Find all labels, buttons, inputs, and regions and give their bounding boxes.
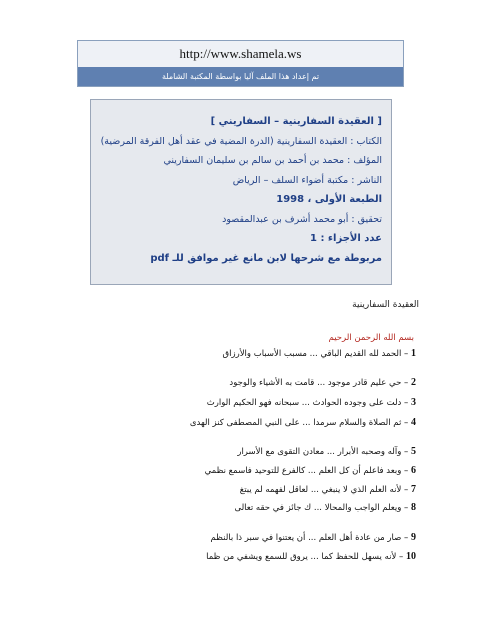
verse-line xyxy=(223,348,416,359)
verse-text: – وبعد فاعلم أن كل العلم ... كالفرع للتوحيد فاسمع نظمي xyxy=(204,466,409,476)
verse-line xyxy=(240,484,416,495)
verse-number: 2 xyxy=(411,377,416,388)
verse-text: – حي عليم قادر موجود ... قامت به الأشياء والوجود xyxy=(229,378,409,388)
verse-line xyxy=(206,551,416,562)
verse-number: 3 xyxy=(411,397,416,408)
verse-number: 9 xyxy=(411,532,416,543)
section-title: العقيدة السفارينية xyxy=(352,300,419,310)
verse-text: – الحمد لله القديم الباقي ... مسبب الأسباب والأرزاق xyxy=(222,349,409,359)
credit-banner: تم إعداد هذا الملف آليا بواسطة المكتبة الشاملة xyxy=(78,67,403,86)
book-info-box xyxy=(90,99,392,285)
verse-line xyxy=(237,446,416,457)
verse-text: – لأنه يسهل للحفظ كما ... يروق للسمع ويشفي من ظما xyxy=(206,552,404,562)
verse-number: 1 xyxy=(411,348,416,359)
verse-text: – صار من عادة أهل العلم ... أن يعتنوا في سبر ذا بالنظم xyxy=(210,533,409,543)
verse-line xyxy=(207,397,416,408)
verse-number: 8 xyxy=(411,502,416,513)
verse-number: 10 xyxy=(406,551,416,562)
verse-number: 4 xyxy=(411,417,416,428)
publisher-line: الناشر : مكتبة أضواء السلف – الرياض xyxy=(232,174,382,186)
verse-text: – وآله وصحبه الأبرار ... معادن التقوى مع الأسرار xyxy=(237,447,409,457)
editor-line: تحقيق : أبو محمد أشرف بن عبدالمقصود xyxy=(222,213,382,225)
book-title-line: [ العقيدة السفارينية – السفاريني ] xyxy=(210,116,382,127)
verse-line xyxy=(234,502,416,513)
verse-text: – ثم الصلاة والسلام سرمدا ... على النبي المصطفى كنز الهدى xyxy=(189,418,409,428)
verse-text: – لأنه العلم الذي لا ينبغي ... لعاقل لفهمه لم يبتغ xyxy=(239,485,409,495)
book-name-line: الكتاب : العقيدة السفارينية (الدرة المضية في عقد أهل الفرقة المرضية) xyxy=(100,135,382,147)
note-line: مربوطة مع شرحها لابن مانع غير موافق للـ pdf xyxy=(150,252,382,264)
edition-line: الطبعة الأولى ، 1998 xyxy=(276,194,382,205)
verse-line xyxy=(205,465,416,476)
verse-number: 6 xyxy=(411,465,416,476)
author-line: المؤلف : محمد بن أحمد بن سالم بن سليمان السفاريني xyxy=(163,155,382,166)
verse-text: – دلت على وجوده الحوادث ... سبحانه فهو الحكيم الوارث xyxy=(206,398,409,408)
site-url[interactable]: http://www.shamela.ws xyxy=(78,41,403,67)
header-box xyxy=(77,40,404,87)
verse-text: – ويعلم الواجب والمحالا ... ك جائز في حقه تعالى xyxy=(234,503,409,513)
verse-number: 5 xyxy=(411,446,416,457)
verse-line xyxy=(229,377,416,388)
basmala: بسم الله الرحمن الرحيم xyxy=(328,333,414,343)
verse-number: 7 xyxy=(411,484,416,495)
verse-line xyxy=(190,417,416,428)
volumes-line: عدد الأجزاء : 1 xyxy=(310,233,382,244)
verse-line xyxy=(211,532,417,543)
